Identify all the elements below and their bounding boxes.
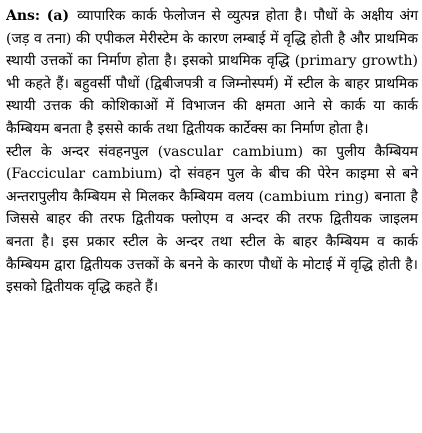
answer-paragraph-1 <box>6 5 418 141</box>
answer-paragraph-1-text: व्यापारिक कार्क फेलोजन से व्युत्पन्न होता है। पौधों के अक्षीय अंग (जड़ व तना) की एपीकल मेरीस्टेम के कारण लम्बाई में वृद्धि होती है और प्राथमिक स्थायी उत्तकों का निर्माण होता है। इसको प्राथमिक वृद्धि (primary growth) भी कहते हैं। बहुवर्सी पौधों (द्विबीजपत्री व जिम्नोस्पर्म) में स्टील के बाहर प्राथमिक स्थायी उत्तक की कोशिकाओं में विभाजन की क्षमता आने से कार्क या कार्क कैम्बियम बनता है इससे कार्क तथा द्वितीयक कार्टेक्स का निर्माण होता है। <box>6 8 418 137</box>
answer-block <box>6 5 418 299</box>
answer-label: Ans: (a) <box>6 8 70 24</box>
answer-paragraph-2: स्टील के अन्दर संवहनपुल (vascular cambium) का पुलीय कैम्बियम (Faccicular cambium) दो संवहन पुल के बीच की पेरेन काइमा से बने अन्तरापुलीय कैम्बियम से मिलकर कैम्बियम वलय (cambium ring) बनाता है जिससे बाहर की तरफ द्वितीयक फ्लोएम व अन्दर की तरफ द्वितीयक जाइलम बनता है। इस प्रकार स्टील के अन्दर तथा स्टील के बाहर कैम्बियम व कार्क कैम्बियम द्वारा द्वितीयक उत्तकों के बनने के कारण पौधों के मोटाई में वृद्धि होती है। इसको द्वितीयक वृद्धि कहते हैं। <box>6 143 418 296</box>
